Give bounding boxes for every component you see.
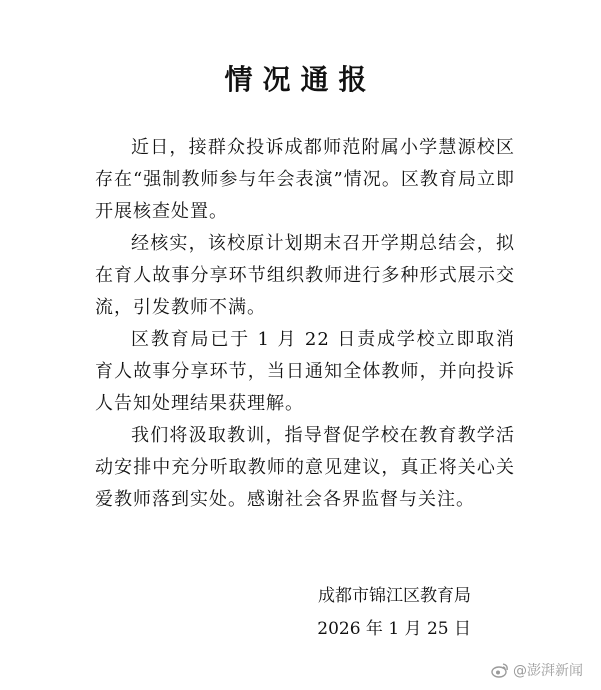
weibo-icon xyxy=(491,662,509,678)
document-title: 情况通报 xyxy=(224,63,377,96)
source-watermark xyxy=(491,660,583,680)
document-body xyxy=(95,132,515,516)
paragraph-1: 近日，接群众投诉成都师范附属小学慧源校区存在“强制教师参与年会表演”情况。区教育局立即开展核查处置。 xyxy=(95,137,515,222)
paragraph-3: 区教育局已于 1 月 22 日责成学校立即取消育人故事分享环节，当日通知全体教师，并向投诉人告知处理结果获理解。 xyxy=(95,329,515,414)
paragraph-4: 我们将汲取教训，指导督促学校在教育教学活动安排中充分听取教师的意见建议，真正将关心关爱教师落到实处。感谢社会各界监督与关注。 xyxy=(95,425,515,510)
signature-block xyxy=(317,580,471,646)
issue-date: 2026 年 1 月 25 日 xyxy=(317,619,471,639)
paragraph-2: 经核实，该校原计划期末召开学期总结会，拟在育人故事分享环节组织教师进行多种形式展示交流，引发教师不满。 xyxy=(95,233,515,318)
watermark-text: @澎湃新闻 xyxy=(513,663,583,679)
issuing-organization: 成都市锦江区教育局 xyxy=(318,586,471,606)
